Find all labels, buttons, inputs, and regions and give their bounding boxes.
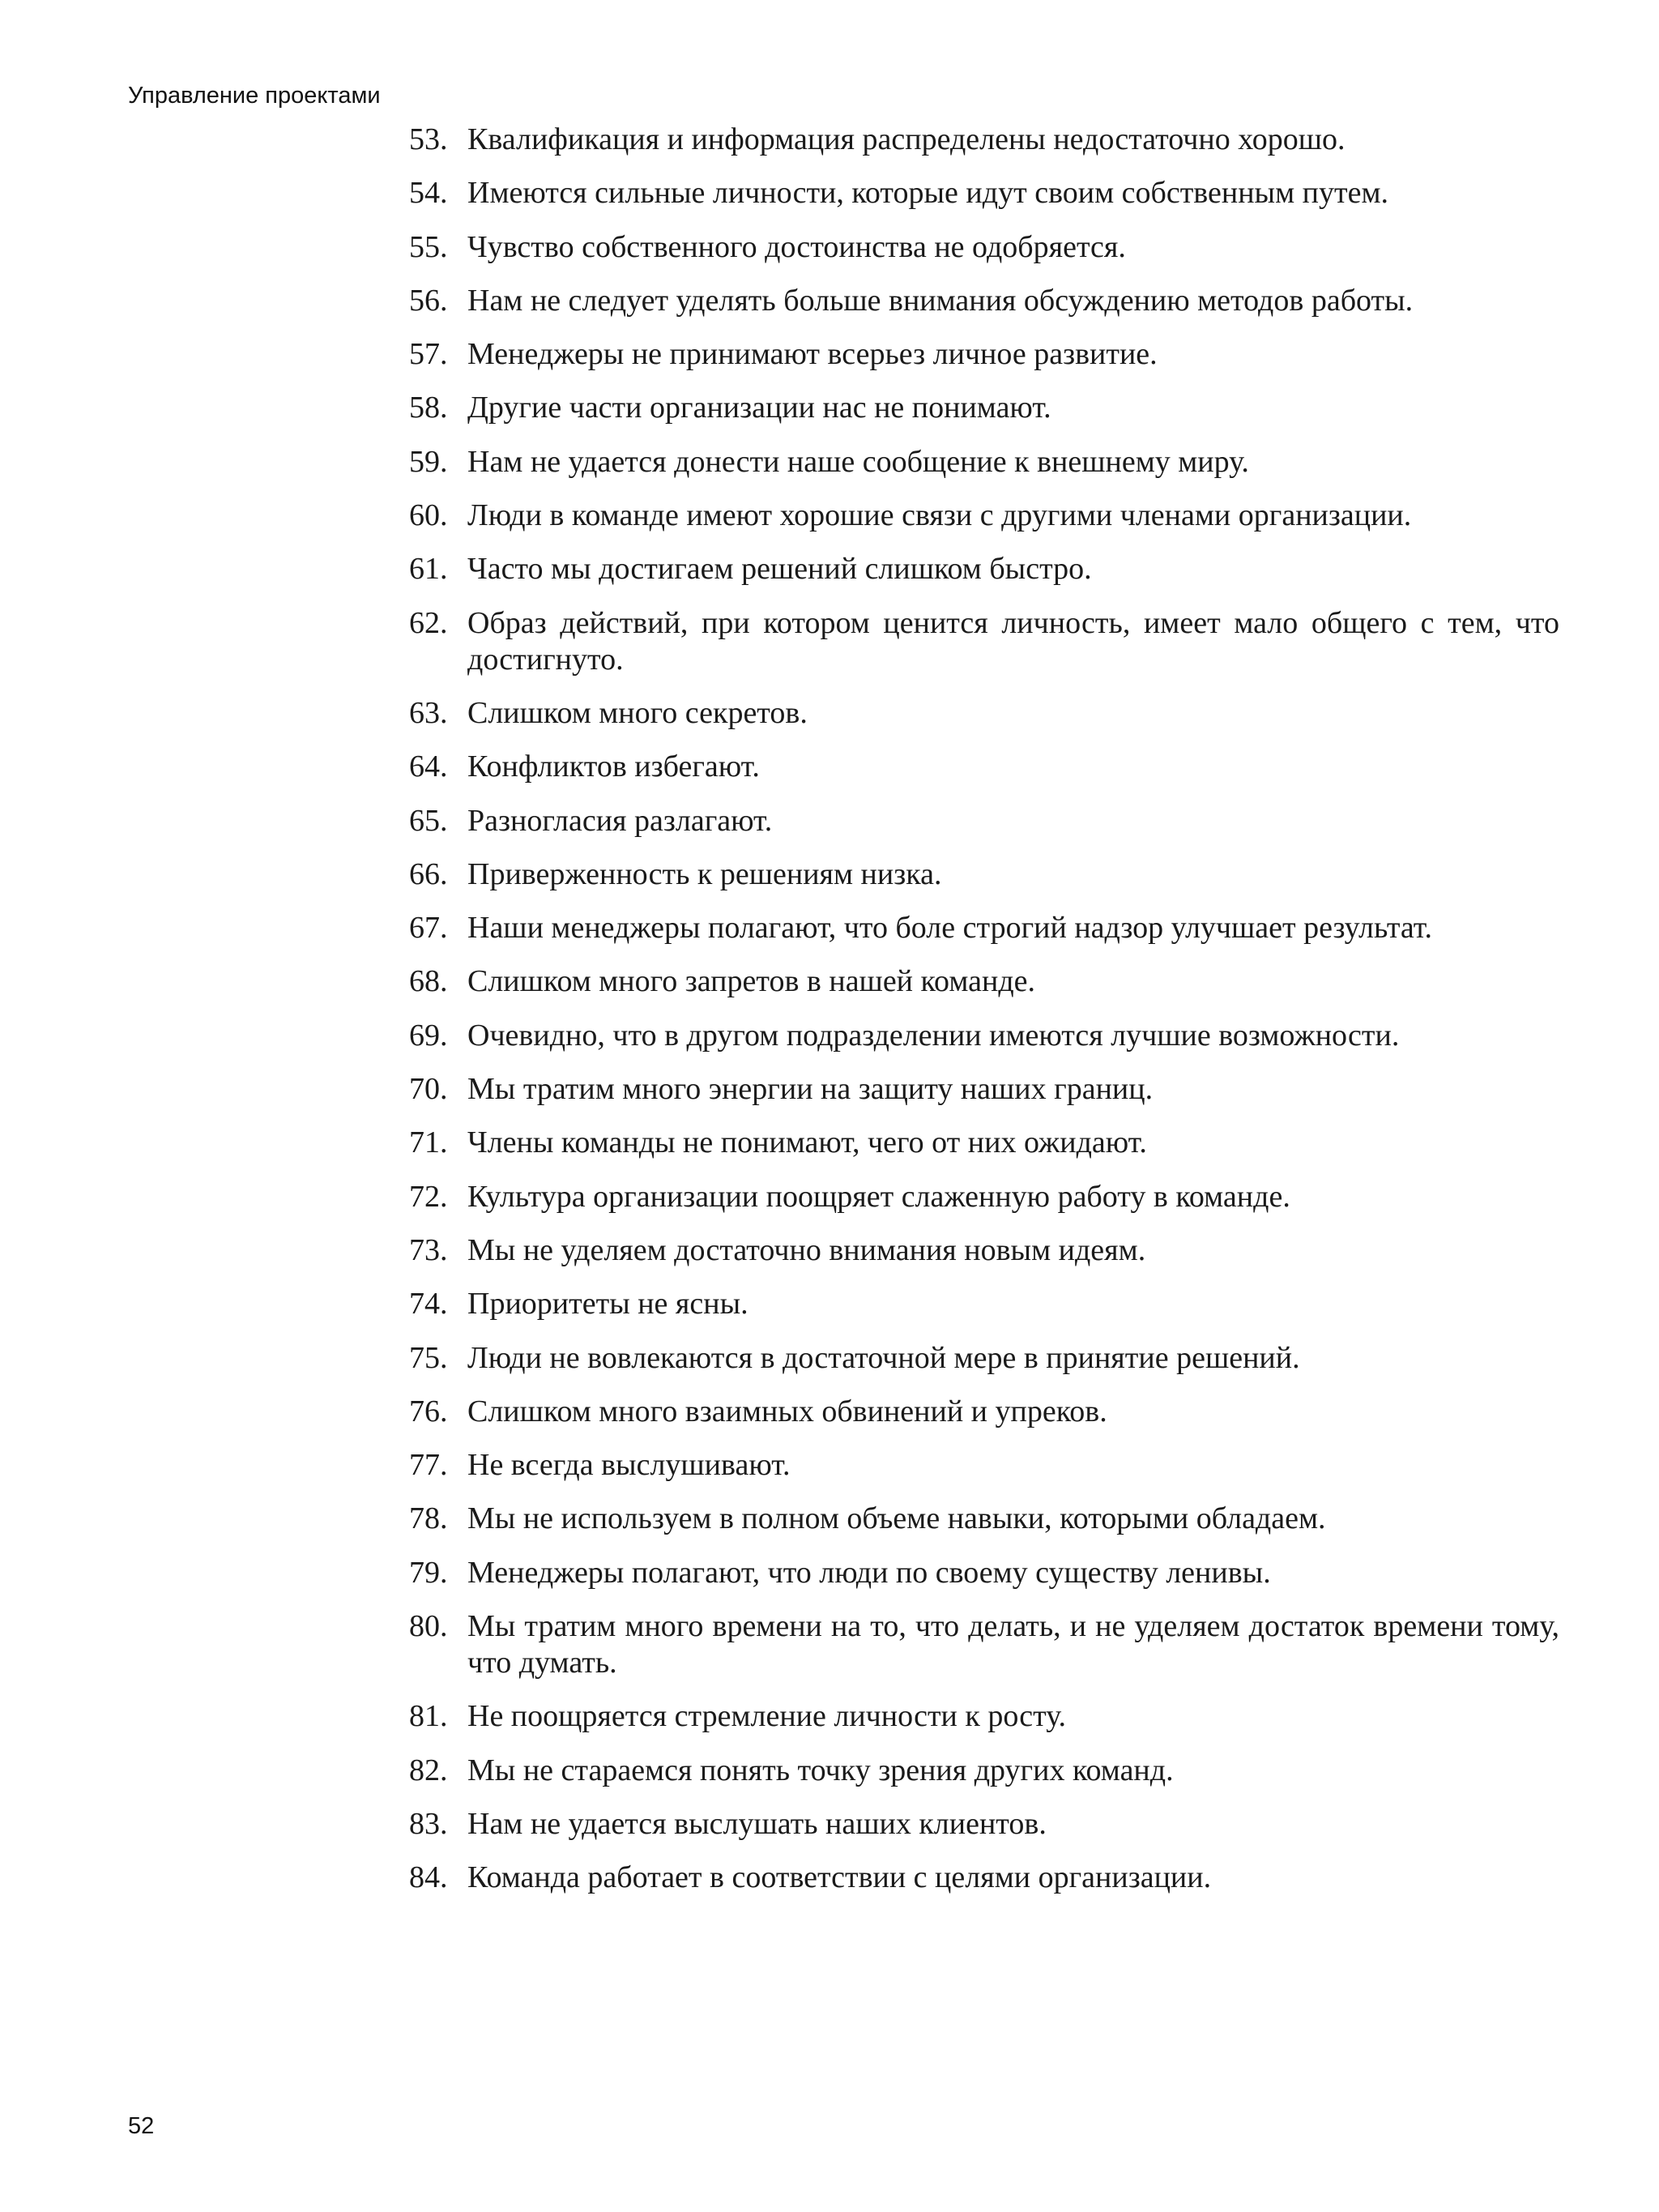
item-number: 80.: [409, 1609, 448, 1644]
list-item: [409, 1232, 1559, 1269]
list-item: [409, 1608, 1559, 1681]
item-number: 69.: [409, 1018, 448, 1053]
item-number: 68.: [409, 964, 448, 999]
item-text: Мы не стараемся понять точку зрения других команд.: [467, 1753, 1174, 1787]
item-number: 70.: [409, 1072, 448, 1107]
item-number: 59.: [409, 444, 448, 479]
item-text: Другие части организации нас не понимают.: [467, 391, 1051, 425]
item-text: Слишком много взаимных обвинений и упреков.: [467, 1394, 1107, 1428]
item-text: Квалификация и информация распределены недостаточно хорошо.: [467, 122, 1346, 156]
item-number: 66.: [409, 856, 448, 891]
item-number: 65.: [409, 803, 448, 838]
item-text: Чувство собственного достоинства не одобряется.: [467, 229, 1126, 264]
list-item: [409, 1501, 1559, 1537]
item-number: 79.: [409, 1555, 448, 1590]
item-text: Менеджеры полагают, что люди по своему существу ленивы.: [467, 1555, 1271, 1590]
item-number: 75.: [409, 1340, 448, 1375]
list-item: [409, 336, 1559, 373]
item-number: 81.: [409, 1699, 448, 1734]
list-item: [409, 1806, 1559, 1843]
item-number: 63.: [409, 695, 448, 730]
item-text: Образ действий, при котором ценится личность, имеет мало общего с тем, что достигнуто.: [467, 605, 1559, 677]
page-number: 52: [128, 2113, 155, 2139]
item-number: 56.: [409, 283, 448, 318]
item-text: Приверженность к решениям низка.: [467, 856, 942, 891]
list-item: [409, 963, 1559, 1000]
item-text: Нам не следует уделять больше внимания обсуждению методов работы.: [467, 283, 1414, 318]
item-text: Слишком много секретов.: [467, 695, 808, 730]
list-item: [409, 749, 1559, 785]
item-text: Не поощряется стремление личности к росту.: [467, 1699, 1066, 1734]
item-number: 60.: [409, 498, 448, 533]
item-number: 84.: [409, 1860, 448, 1895]
item-number: 77.: [409, 1448, 448, 1483]
list-item: [409, 551, 1559, 587]
item-number: 73.: [409, 1232, 448, 1267]
item-text: Команда работает в соответствии с целями организации.: [467, 1860, 1212, 1895]
list-item: [409, 122, 1559, 158]
list-item: [409, 283, 1559, 319]
item-text: Мы не используем в полном объеме навыки, которыми обладаем.: [467, 1501, 1326, 1536]
list-item: [409, 497, 1559, 534]
list-item: [409, 1698, 1559, 1735]
list-item: [409, 1340, 1559, 1377]
item-text: Нам не удается выслушать наших клиентов.: [467, 1806, 1047, 1841]
list-item: [409, 1071, 1559, 1108]
list-item: [409, 605, 1559, 678]
item-text: Люди не вовлекаются в достаточной мере в принятие решений.: [467, 1340, 1300, 1375]
item-text: Люди в команде имеют хорошие связи с другими членами организации.: [467, 498, 1412, 533]
list-item: [409, 695, 1559, 732]
list-item: [409, 1125, 1559, 1161]
item-text: Нам не удается донести наше сообщение к внешнему миру.: [467, 444, 1249, 479]
item-number: 57.: [409, 337, 448, 372]
item-text: Члены команды не понимают, чего от них ожидают.: [467, 1125, 1147, 1160]
list-item: [409, 1018, 1559, 1054]
item-number: 53.: [409, 122, 448, 156]
item-number: 55.: [409, 229, 448, 264]
item-number: 67.: [409, 911, 448, 946]
list-item: [409, 1753, 1559, 1789]
item-text: Конфликтов избегают.: [467, 749, 760, 784]
list-item: [409, 910, 1559, 946]
statement-list: [409, 122, 1559, 1914]
item-text: Разногласия разлагают.: [467, 803, 773, 838]
item-text: Менеджеры не принимают всерьез личное развитие.: [467, 337, 1158, 372]
item-text: Слишком много запретов в нашей команде.: [467, 964, 1036, 999]
list-item: [409, 390, 1559, 426]
list-item: [409, 803, 1559, 839]
item-text: Не всегда выслушивают.: [467, 1448, 791, 1483]
item-number: 78.: [409, 1501, 448, 1536]
item-text: Мы тратим много времени на то, что делать, и не уделяем достаток времени тому, что думать.: [467, 1609, 1559, 1680]
item-number: 58.: [409, 391, 448, 425]
item-text: Часто мы достигаем решений слишком быстро.: [467, 552, 1092, 587]
item-number: 76.: [409, 1394, 448, 1428]
list-item: [409, 1286, 1559, 1322]
item-number: 62.: [409, 605, 448, 640]
item-number: 82.: [409, 1753, 448, 1787]
list-item: [409, 1555, 1559, 1591]
item-text: Мы тратим много энергии на защиту наших границ.: [467, 1072, 1154, 1107]
list-item: [409, 1179, 1559, 1215]
list-item: [409, 175, 1559, 211]
list-item: [409, 1447, 1559, 1484]
item-text: Имеются сильные личности, которые идут своим собственным путем.: [467, 176, 1388, 211]
item-number: 64.: [409, 749, 448, 784]
running-header: Управление проектами: [128, 83, 381, 109]
item-text: Наши менеджеры полагают, что боле строгий надзор улучшает результат.: [467, 911, 1433, 946]
item-number: 61.: [409, 552, 448, 587]
list-item: [409, 1394, 1559, 1430]
list-item: [409, 229, 1559, 266]
item-text: Культура организации поощряет слаженную работу в команде.: [467, 1179, 1290, 1214]
item-text: Очевидно, что в другом подразделении имеются лучшие возможности.: [467, 1018, 1400, 1053]
item-number: 74.: [409, 1287, 448, 1322]
item-text: Мы не уделяем достаточно внимания новым идеям.: [467, 1232, 1146, 1267]
item-number: 72.: [409, 1179, 448, 1214]
item-number: 83.: [409, 1806, 448, 1841]
list-item: [409, 856, 1559, 893]
item-number: 54.: [409, 176, 448, 211]
item-number: 71.: [409, 1125, 448, 1160]
list-item: [409, 444, 1559, 480]
list-item: [409, 1860, 1559, 1896]
item-text: Приоритеты не ясны.: [467, 1287, 748, 1322]
